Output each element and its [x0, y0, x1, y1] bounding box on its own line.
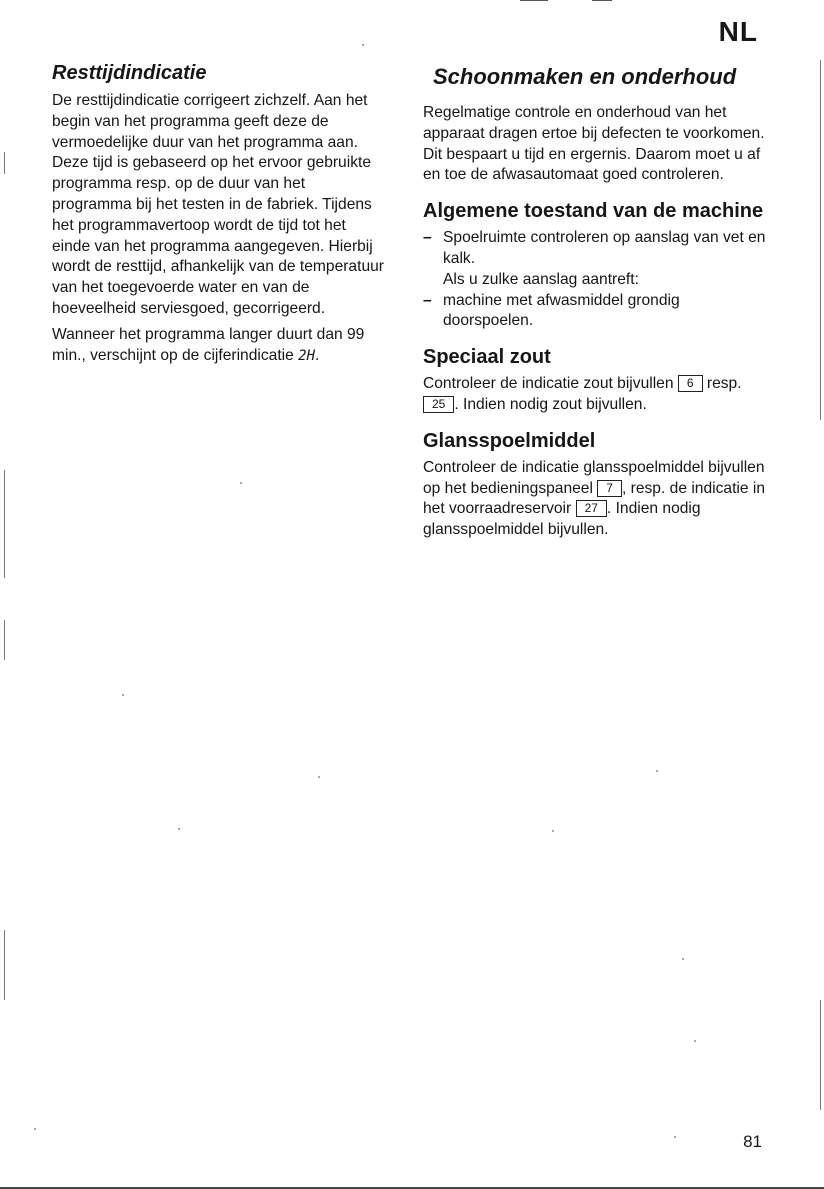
- scan-edge-mark: [820, 1000, 821, 1110]
- rinse-text-c: . Indien nodig glansspoelmiddel bijvullen.: [423, 500, 701, 539]
- scan-speck: [694, 1040, 696, 1042]
- long-program-text: Wanneer het programma langer duurt dan 99 min., verschijnt op de cijferindicatie: [52, 325, 365, 364]
- indicator-ref-box: 6: [678, 375, 703, 392]
- list-item-text: Spoelruimte controleren op aanslag van vet en kalk.: [443, 229, 766, 267]
- rinse-aid-paragraph: [423, 458, 768, 541]
- indicator-ref-box: 25: [423, 396, 454, 413]
- scan-speck: [674, 1136, 676, 1138]
- list-item: [423, 291, 768, 333]
- rinse-aid-heading: Glansspoelmiddel: [423, 429, 596, 452]
- scan-speck: [362, 44, 364, 46]
- maintenance-intro: Regelmatige controle en onderhoud van het apparaat dragen ertoe bij defecten te voorkomen. Dit bespaart u tijd en ergernis. Daarom moet u af en toe de afwasautomaat goed controleren.: [423, 104, 765, 184]
- top-edge-mark: [592, 0, 612, 1]
- special-salt-heading: Speciaal zout: [423, 346, 551, 369]
- scan-speck: [122, 694, 124, 696]
- scan-speck: [178, 828, 180, 830]
- scan-speck: [240, 482, 242, 484]
- digit-display-value: 2H: [298, 347, 316, 364]
- scan-speck: [552, 830, 554, 832]
- remaining-time-paragraph: De resttijdindicatie corrigeert zichzelf. Aan het begin van het programma geeft deze de vermoedelijke duur van het programma aan. Deze tijd is gebaseerd op het ervoor gebruikte programma resp. op de duur van het programma bij het testen in de fabriek. Tijdens het programmavertoop wordt de tijd tot het einde van het programma aangegeven. Hierbij wordt de resttijd, afhankelijk van de temperatuur van het toegevoerde water en van de hoeveelheid serviesgoed, gecorrigeerd.: [52, 92, 384, 317]
- sentence-end: .: [315, 346, 320, 364]
- page-number: 81: [743, 1132, 762, 1151]
- indicator-ref-box: 7: [597, 480, 622, 497]
- scan-edge-mark: [4, 470, 5, 578]
- left-column: [52, 62, 388, 371]
- salt-text-c: . Indien nodig zout bijvullen.: [454, 395, 647, 413]
- scan-edge-mark: [820, 60, 821, 420]
- rinse-text-b: , resp. de indicatie in het voorraadreservoir: [423, 479, 766, 518]
- general-condition-heading: Algemene toestand van de machine: [423, 200, 764, 223]
- long-program-paragraph: [52, 325, 388, 367]
- scan-edge-mark: [4, 152, 5, 174]
- remaining-time-heading: Resttijdindicatie: [52, 62, 207, 84]
- list-item: [423, 228, 768, 290]
- general-condition-list: [423, 228, 768, 332]
- scan-speck: [318, 776, 320, 778]
- scan-edge-mark: [4, 930, 5, 1000]
- scan-speck: [34, 1128, 36, 1130]
- list-item-text: machine met afwasmiddel grondig doorspoelen.: [443, 291, 680, 330]
- scan-speck: [656, 770, 658, 772]
- cleaning-maintenance-heading: Schoonmaken en onderhoud: [433, 64, 737, 89]
- special-salt-paragraph: [423, 374, 768, 416]
- salt-text-a: Controleer de indicatie zout bijvullen: [423, 375, 674, 393]
- top-edge-mark: [520, 0, 548, 1]
- rinse-text-a: Controleer de indicatie glansspoelmiddel bijvullen op het bedieningspaneel: [423, 458, 765, 497]
- scan-speck: [682, 958, 684, 960]
- list-item-note: Als u zulke aanslag aantreft:: [443, 270, 639, 288]
- salt-text-b: resp.: [706, 375, 742, 393]
- scan-edge-mark: [4, 620, 5, 660]
- right-column: [423, 62, 768, 546]
- language-code: NL: [718, 16, 758, 47]
- indicator-ref-box: 27: [576, 500, 607, 517]
